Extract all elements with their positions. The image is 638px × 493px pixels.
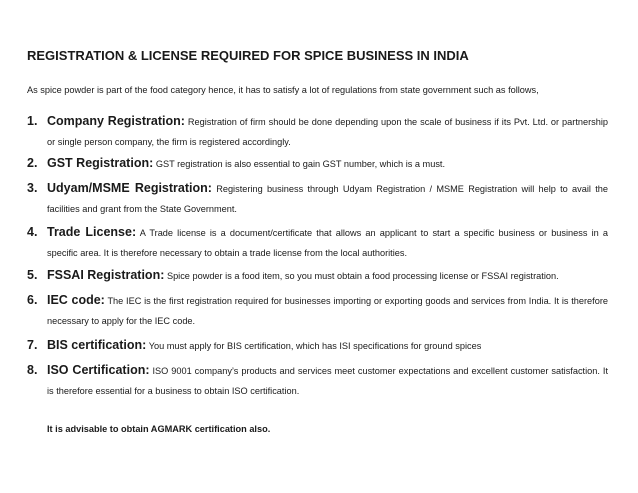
list-item-number: 6. (27, 293, 38, 307)
list-item-text: You must apply for BIS certification, which has ISI specifications for ground spices (148, 341, 482, 351)
list-item-text: A Trade license is a document/certificate that allows an applicant to start a specific business or business in a specific area. It is therefore necessary to obtain a trade license from the local authorities. (47, 228, 608, 258)
list-item-label: Company Registration: (47, 114, 185, 128)
list-item-bis-certification (27, 335, 608, 360)
list-item-number: 4. (27, 225, 38, 239)
list-item-number: 5. (27, 268, 38, 282)
intro-paragraph: As spice powder is part of the food category hence, it has to satisfy a lot of regulations from state government such as follows, (27, 85, 539, 95)
page-title: REGISTRATION & LICENSE REQUIRED FOR SPICE BUSINESS IN INDIA (27, 48, 469, 63)
list-item-iec-code (27, 290, 608, 335)
list-item-text: Registration of firm should be done depending upon the scale of business if its Pvt. Ltd. or partnership or single person company, the firm is registered accordingly. (47, 117, 609, 147)
list-item-label: IEC code: (47, 293, 105, 307)
list-item-number: 1. (27, 114, 38, 128)
list-item-fssai-registration (27, 265, 608, 290)
registration-list (27, 111, 608, 402)
list-item-label: Udyam/MSME Registration: (47, 181, 212, 195)
list-item-text: The IEC is the first registration required for businesses importing or exporting goods and services from India. It is therefore necessary to apply for the IEC code. (47, 296, 608, 326)
list-item-label: FSSAI Registration: (47, 268, 165, 282)
list-item-number: 7. (27, 338, 38, 352)
list-item-text: ISO 9001 company’s products and services meet customer expectations and excellent customer satisfaction. It is therefore essential for a business to obtain ISO certification. (47, 366, 608, 396)
list-item-text: GST registration is also essential to gain GST number, which is a must. (155, 159, 446, 169)
list-item-number: 3. (27, 181, 38, 195)
list-item-label: BIS certification: (47, 338, 147, 352)
list-item-number: 2. (27, 156, 38, 170)
list-item-label: ISO Certification: (47, 363, 150, 377)
list-item-text: Registering business through Udyam Registration / MSME Registration will help to avail the facilities and grant from the State Government. (47, 184, 608, 214)
list-item-udyam-msme-registration (27, 178, 608, 222)
list-item-number: 8. (27, 363, 38, 377)
list-item-gst-registration (27, 153, 608, 178)
list-item-label: GST Registration: (47, 156, 154, 170)
list-item-text: Spice powder is a food item, so you must obtain a food processing license or FSSAI registration. (166, 271, 559, 281)
list-item-iso-certification (27, 360, 608, 402)
agmark-note: It is advisable to obtain AGMARK certification also. (47, 424, 271, 434)
list-item-trade-license (27, 222, 608, 265)
list-item-company-registration (27, 111, 608, 153)
list-item-label: Trade License: (47, 225, 137, 239)
